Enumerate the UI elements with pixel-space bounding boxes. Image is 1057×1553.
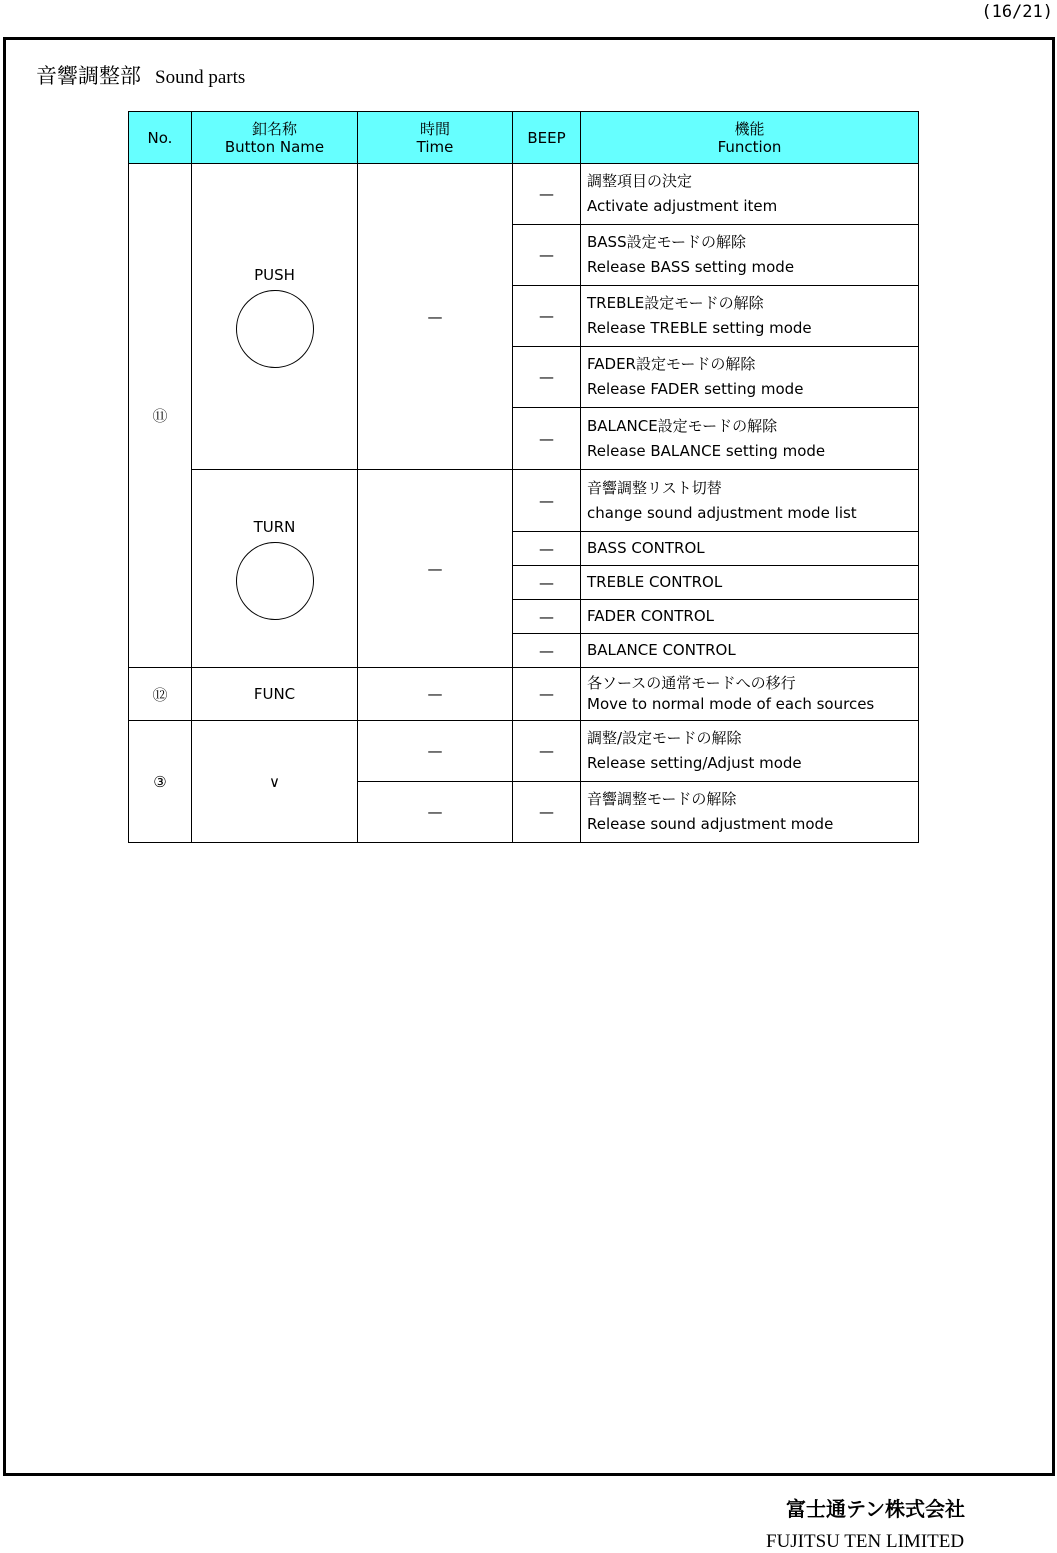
row-number: ⑪: [129, 164, 192, 668]
function-cell: [581, 408, 919, 470]
function-en: Release BASS setting mode: [587, 258, 795, 276]
table-row: [129, 668, 919, 721]
table-row: [129, 721, 919, 782]
function-cell: [581, 164, 919, 225]
time-cell: —: [358, 164, 513, 470]
row-number: ⑫: [129, 668, 192, 721]
company-name-jp: 富士通テン株式会社: [786, 1497, 965, 1521]
function-cell: BALANCE CONTROL: [581, 634, 919, 668]
beep-cell: —: [513, 347, 581, 408]
function-en: Release sound adjustment mode: [587, 815, 834, 833]
section-title: [36, 60, 245, 90]
header-button-name-en: Button Name: [224, 137, 325, 156]
turn-knob-icon: [236, 542, 314, 620]
header-button-name: [192, 112, 358, 164]
header-no: No.: [129, 112, 192, 164]
function-jp: 音響調整リスト切替: [587, 478, 722, 497]
function-cell: [581, 286, 919, 347]
header-beep: BEEP: [513, 112, 581, 164]
button-cell-push: [192, 164, 358, 470]
table-row: [129, 470, 919, 532]
button-name: TURN: [253, 517, 296, 536]
function-en: Activate adjustment item: [587, 197, 778, 215]
section-title-en: Sound parts: [155, 67, 246, 88]
time-cell: —: [358, 668, 513, 721]
beep-cell: —: [513, 634, 581, 668]
beep-cell: —: [513, 566, 581, 600]
function-en: Release setting/Adjust mode: [587, 754, 802, 772]
function-jp: BASS設定モードの解除: [587, 233, 746, 251]
beep-cell: —: [513, 286, 581, 347]
beep-cell: —: [513, 600, 581, 634]
beep-cell: —: [513, 225, 581, 286]
function-cell: [581, 470, 919, 532]
button-name: ∨: [192, 721, 358, 843]
header-time: [358, 112, 513, 164]
beep-cell: —: [513, 164, 581, 225]
function-cell: [581, 668, 919, 721]
function-jp: TREBLE設定モードの解除: [587, 294, 764, 312]
company-name-en: FUJITSU TEN LIMITED: [766, 1531, 965, 1552]
section-title-jp: 音響調整部: [36, 64, 141, 88]
beep-cell: —: [513, 408, 581, 470]
time-cell: —: [358, 470, 513, 668]
header-time-jp: 時間: [419, 119, 450, 138]
function-cell: TREBLE CONTROL: [581, 566, 919, 600]
table-row: [129, 164, 919, 225]
function-jp: BALANCE設定モードの解除: [587, 416, 778, 435]
time-cell: —: [358, 721, 513, 782]
function-cell: [581, 347, 919, 408]
function-cell: BASS CONTROL: [581, 532, 919, 566]
function-jp: 各ソースの通常モードへの移行: [587, 674, 796, 692]
function-en: Move to normal mode of each sources: [587, 695, 875, 713]
time-cell: —: [358, 782, 513, 843]
page-number: (16/21): [981, 2, 1053, 22]
function-en: Release TREBLE setting mode: [587, 319, 812, 337]
beep-cell: —: [513, 668, 581, 721]
function-en: change sound adjustment mode list: [587, 503, 857, 522]
beep-cell: —: [513, 470, 581, 532]
function-cell: [581, 225, 919, 286]
function-jp: 調整/設定モードの解除: [587, 729, 742, 747]
header-function-jp: 機能: [734, 119, 765, 138]
header-function-en: Function: [717, 137, 782, 156]
function-jp: 調整項目の決定: [587, 172, 693, 190]
table-header-row: [129, 112, 919, 164]
header-time-en: Time: [416, 137, 454, 156]
push-button-icon: [236, 290, 314, 368]
sound-parts-table: [128, 111, 919, 843]
button-cell-turn: [192, 470, 358, 668]
beep-cell: —: [513, 782, 581, 843]
button-name: PUSH: [254, 265, 295, 284]
function-jp: 音響調整モードの解除: [587, 790, 737, 808]
function-cell: FADER CONTROL: [581, 600, 919, 634]
function-jp: FADER設定モードの解除: [587, 355, 756, 373]
header-button-name-jp: 釦名称: [251, 119, 297, 138]
function-cell: [581, 721, 919, 782]
beep-cell: —: [513, 721, 581, 782]
function-en: Release FADER setting mode: [587, 380, 804, 398]
button-name: FUNC: [192, 668, 358, 721]
beep-cell: —: [513, 532, 581, 566]
row-number: ③: [129, 721, 192, 843]
header-function: [581, 112, 919, 164]
function-cell: [581, 782, 919, 843]
function-en: Release BALANCE setting mode: [587, 441, 826, 460]
